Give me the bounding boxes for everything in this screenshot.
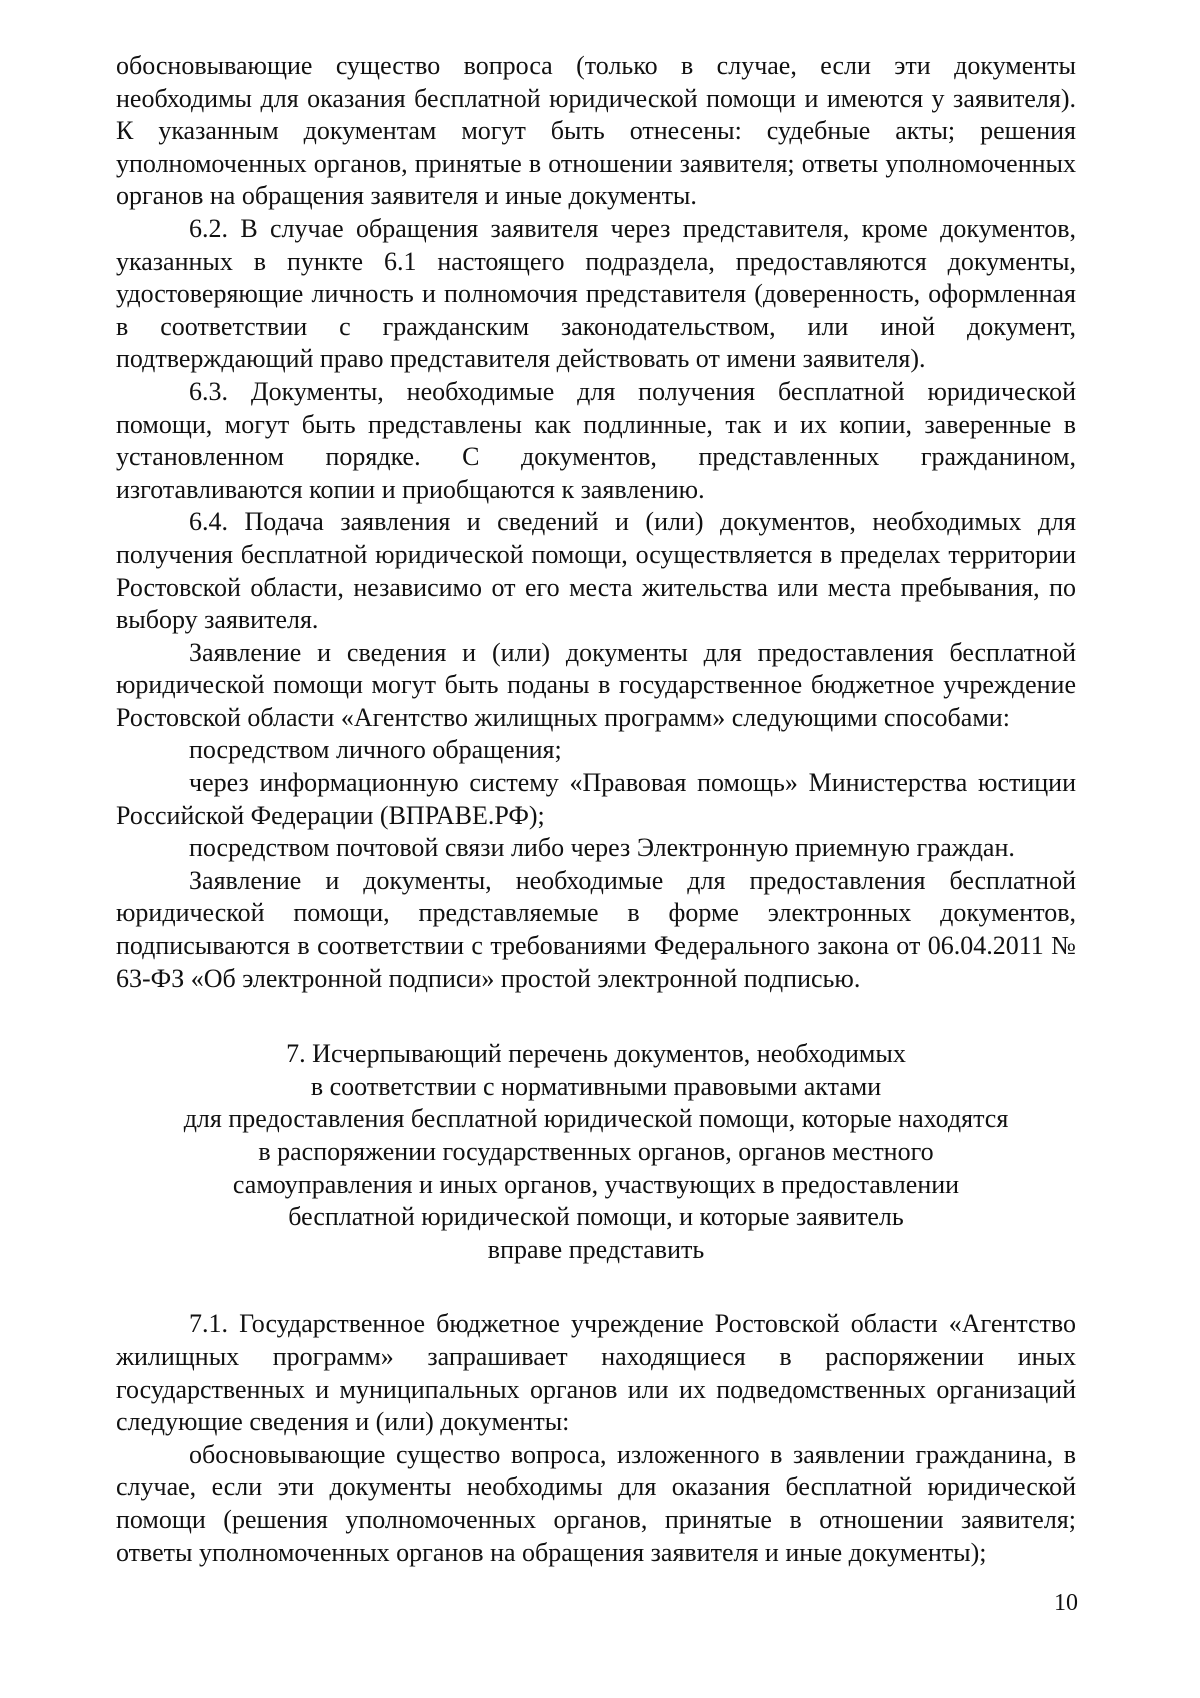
heading-line: бесплатной юридической помощи, и которые заявитель	[288, 1202, 904, 1232]
paragraph-requested-documents: обосновывающие существо вопроса, изложенного в заявлении гражданина, в случае, если эти документы необходимы для оказания бесплатной юридической помощи (решения уполномоченных органов, принятые в отношении заявителя; ответы уполномоченных органов на обращения заявителя и иные документы);	[116, 1439, 1076, 1567]
list-item-information-system: через информационную систему «Правовая помощь» Министерства юстиции Российской Федерации (ВПРАВЕ.РФ);	[116, 768, 1076, 830]
paragraph-justification-documents: обосновывающие существо вопроса (только в случае, если эти документы необходимы для оказания бесплатной юридической помощи и имеются у заявителя). К указанным документам могут быть отнесены: судебные акты; решения уполномоченных органов, принятые в отношении заявителя; ответы уполномоченных органов на обращения заявителя и иные документы.	[116, 51, 1076, 211]
heading-line: самоуправления и иных органов, участвующих в предоставлении	[232, 1169, 960, 1199]
list-item-postal-electronic: посредством почтовой связи либо через Электронную приемную граждан.	[189, 833, 1015, 863]
heading-line: для предоставления бесплатной юридической помощи, которые находятся	[183, 1104, 1009, 1134]
paragraph-electronic-signature: Заявление и документы, необходимые для предоставления бесплатной юридической помощи, представляемые в форме электронных документов, подписываются в соответствии с требованиями Федерального закона от 06.04.2011 № 63-ФЗ «Об электронной подписи» простой электронной подписью.	[116, 865, 1076, 993]
paragraph-6-3-copies: 6.3. Документы, необходимые для получения бесплатной юридической помощи, могут быть представлены как подлинные, так и их копии, заверенные в установленном порядке. С документов, представленных гражданином, изготавливаются копии и приобщаются к заявлению.	[116, 376, 1076, 504]
paragraph-6-4-submission: 6.4. Подача заявления и сведений и (или) документов, необходимых для получения бесплатной юридической помощи, осуществляется в пределах территории Ростовской области, независимо от его места жительства или места пребывания, по выбору заявителя.	[116, 507, 1076, 635]
page-number: 10	[1054, 1590, 1078, 1616]
heading-line: в соответствии с нормативными правовыми актами	[310, 1071, 882, 1101]
paragraph-submission-methods: Заявление и сведения и (или) документы для предоставления бесплатной юридической помощи могут быть поданы в государственное бюджетное учреждение Ростовской области «Агентство жилищных программ» следующими способами:	[116, 637, 1076, 732]
paragraph-6-2-representative: 6.2. В случае обращения заявителя через представителя, кроме документов, указанных в пункте 6.1 настоящего подраздела, предоставляются документы, удостоверяющие личность и полномочия представителя (доверенность, оформленная в соответствии с гражданским законодательством, или иной документ, подтверждающий право представителя действовать от имени заявителя).	[116, 213, 1076, 374]
list-item-personal-visit: посредством личного обращения;	[189, 735, 562, 765]
section-7-heading	[116, 1038, 1076, 1266]
heading-line: 7. Исчерпывающий перечень документов, необходимых	[286, 1039, 906, 1069]
heading-line: в распоряжении государственных органов, органов местного	[258, 1137, 934, 1166]
paragraph-7-1-agency-requests: 7.1. Государственное бюджетное учреждение Ростовской области «Агентство жилищных программ» запрашивает находящиеся в распоряжении иных государственных и муниципальных органов или их подведомственных организаций следующие сведения и (или) документы:	[116, 1309, 1076, 1437]
heading-line: вправе представить	[487, 1234, 705, 1264]
document-page	[116, 50, 1076, 1569]
